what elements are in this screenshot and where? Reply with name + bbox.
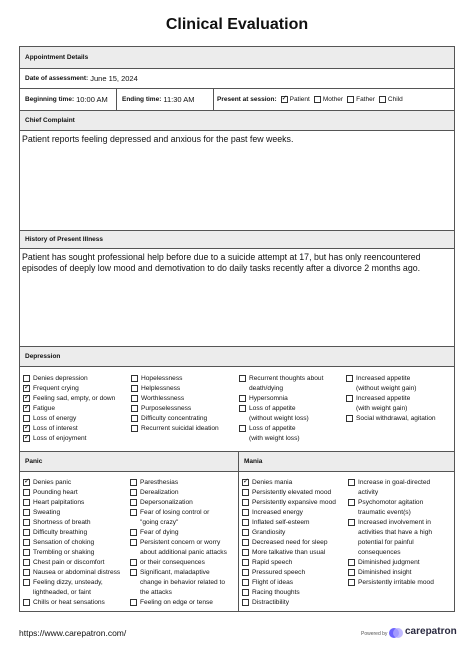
depression-option-label: Hopelessness xyxy=(141,374,183,382)
mania-option-checkbox[interactable] xyxy=(242,499,249,506)
panic-option-item[interactable] xyxy=(23,537,120,547)
panic-option-label: Feeling on edge or tense xyxy=(140,598,213,606)
panic-option-label: Sweating xyxy=(33,508,61,516)
depression-option-checkbox[interactable] xyxy=(23,375,30,382)
mania-option-checkbox[interactable] xyxy=(242,549,249,556)
depression-option-label: Loss of appetite xyxy=(249,424,296,432)
mania-option-item[interactable] xyxy=(242,497,336,507)
date-row xyxy=(20,69,454,89)
panic-option-checkbox[interactable] xyxy=(23,569,30,576)
panic-option-checkbox[interactable] xyxy=(23,519,30,526)
mania-option-label: Increased involvement in xyxy=(358,518,431,526)
panic-option-item[interactable] xyxy=(23,497,120,507)
depression-option-label: death/dying xyxy=(249,384,284,392)
mania-option-label: potential for painful xyxy=(358,538,414,546)
mania-option-checkbox[interactable] xyxy=(242,519,249,526)
carepatron-link[interactable]: https://www.carepatron.com/ xyxy=(19,628,127,638)
depression-option-item[interactable] xyxy=(131,413,219,423)
depression-option-checkbox[interactable] xyxy=(239,405,246,412)
depression-option-checkbox[interactable] xyxy=(131,395,138,402)
panic-option-checkbox[interactable] xyxy=(130,509,137,516)
mania-option-item[interactable] xyxy=(242,567,336,577)
panic-option-item[interactable] xyxy=(23,547,120,557)
panic-option-label: or their consequences xyxy=(140,558,205,566)
beginning-time-label: Beginning time: xyxy=(25,96,75,103)
depression-option-checkbox[interactable] xyxy=(346,375,353,382)
depression-option-item[interactable] xyxy=(346,393,436,403)
panic-option-checkbox[interactable] xyxy=(23,599,30,606)
mania-option-checkbox[interactable] xyxy=(242,479,249,486)
panic-option-label: Difficulty breathing xyxy=(33,528,88,536)
mania-option-item[interactable] xyxy=(348,497,434,507)
panic-option-checkbox[interactable] xyxy=(130,529,137,536)
depression-option-item[interactable] xyxy=(23,383,115,393)
mania-option-checkbox[interactable] xyxy=(242,589,249,596)
depression-option-item xyxy=(239,383,323,393)
mania-option-item[interactable] xyxy=(348,567,434,577)
history-present-illness-header: History of Present Illness xyxy=(20,231,454,249)
panic-option-label: Fear of dying xyxy=(140,528,179,536)
panic-option-item[interactable] xyxy=(23,557,120,567)
panic-option-label: Significant, maladaptive xyxy=(140,568,210,576)
depression-option-label: Loss of energy xyxy=(33,414,77,422)
depression-option-label: Recurrent thoughts about xyxy=(249,374,324,382)
present-label: Present at session: xyxy=(217,96,277,103)
mania-option-checkbox[interactable] xyxy=(348,569,355,576)
mania-option-label: Distractibility xyxy=(252,598,290,606)
depression-option-label: Difficulty concentrating xyxy=(141,414,208,422)
panic-option-label: lightheaded, or faint xyxy=(33,588,91,596)
panic-option-label: Chest pain or discomfort xyxy=(33,558,105,566)
mania-option-label: Grandiosity xyxy=(252,528,286,536)
panic-option-item xyxy=(130,587,227,597)
panic-option-item[interactable] xyxy=(23,517,120,527)
mania-option-label: activities that have a high xyxy=(358,528,433,536)
panic-option-item[interactable] xyxy=(130,557,227,567)
depression-option-checkbox[interactable] xyxy=(239,375,246,382)
panic-option-label: Pounding heart xyxy=(33,488,78,496)
depression-option-item[interactable] xyxy=(239,393,323,403)
mania-option-item xyxy=(348,487,434,497)
depression-option-item[interactable] xyxy=(23,393,115,403)
panic-option-label: Denies panic xyxy=(33,478,72,486)
powered-by-label: Powered by xyxy=(361,631,388,637)
mania-option-checkbox[interactable] xyxy=(242,509,249,516)
panic-option-item[interactable] xyxy=(130,507,227,517)
depression-option-label: Frequent crying xyxy=(33,384,79,392)
panic-option-checkbox[interactable] xyxy=(130,599,137,606)
mania-option-label: activity xyxy=(358,488,379,496)
panic-option-checkbox[interactable] xyxy=(23,489,30,496)
appointment-details-header: Appointment Details xyxy=(20,47,454,69)
mania-option-label: Persistently elevated mood xyxy=(252,488,332,496)
present-father-label: Father xyxy=(356,96,375,103)
depression-option-label: Purposelessness xyxy=(141,404,192,412)
panic-option-label: Sensation of choking xyxy=(33,538,95,546)
panic-option-item[interactable] xyxy=(23,477,120,487)
panic-option-item xyxy=(130,517,227,527)
panic-option-label: Feeling dizzy, unsteady, xyxy=(33,578,103,586)
panic-option-item[interactable] xyxy=(23,527,120,537)
panic-option-checkbox[interactable] xyxy=(130,499,137,506)
mania-option-label: Increase in goal-directed xyxy=(358,478,431,486)
depression-option-item[interactable] xyxy=(346,373,436,383)
mania-option-label: Inflated self-esteem xyxy=(252,518,310,526)
present-child-checkbox[interactable] xyxy=(379,96,386,103)
mania-option-item[interactable] xyxy=(242,487,336,497)
present-mother-checkbox[interactable] xyxy=(314,96,321,103)
panic-option-item[interactable] xyxy=(23,507,120,517)
panic-option-item[interactable] xyxy=(130,487,227,497)
depression-option-label: Loss of interest xyxy=(33,424,78,432)
panic-option-item[interactable] xyxy=(130,477,227,487)
panic-option-item[interactable] xyxy=(130,497,227,507)
mania-option-checkbox[interactable] xyxy=(242,539,249,546)
panic-option-label: change in behavior related to xyxy=(140,578,226,586)
mania-option-checkbox[interactable] xyxy=(242,599,249,606)
panic-option-checkbox[interactable] xyxy=(23,549,30,556)
mania-option-label: Decreased need for sleep xyxy=(252,538,328,546)
mania-option-item xyxy=(348,527,434,537)
panic-option-checkbox[interactable] xyxy=(23,509,30,516)
depression-option-checkbox[interactable] xyxy=(131,415,138,422)
mania-option-checkbox[interactable] xyxy=(242,569,249,576)
panic-option-checkbox[interactable] xyxy=(23,559,30,566)
panic-option-label: Derealization xyxy=(140,488,179,496)
mania-option-item[interactable] xyxy=(348,577,434,587)
mania-option-checkbox[interactable] xyxy=(242,559,249,566)
mania-option-label: Persistently expansive mood xyxy=(252,498,336,506)
mania-option-item[interactable] xyxy=(242,547,336,557)
depression-option-checkbox[interactable] xyxy=(23,395,30,402)
beginning-time-field[interactable]: 10:00 AM xyxy=(76,95,108,104)
panic-header: Panic xyxy=(20,452,238,472)
depression-option-checkbox[interactable] xyxy=(23,385,30,392)
panic-option-label: Persistent concern or worry xyxy=(140,538,221,546)
panic-option-label: the attacks xyxy=(140,588,172,596)
depression-option-label: (with weight gain) xyxy=(356,404,408,412)
depression-option-item[interactable] xyxy=(239,403,323,413)
depression-option-label: (without weight gain) xyxy=(356,384,417,392)
panic-option-item[interactable] xyxy=(130,527,227,537)
depression-option-label: Feeling sad, empty, or down xyxy=(33,394,116,402)
depression-option-item[interactable] xyxy=(131,373,219,383)
panic-option-label: Nausea or abdominal distress xyxy=(33,568,121,576)
mania-option-label: Diminished insight xyxy=(358,568,412,576)
mania-option-checkbox[interactable] xyxy=(348,579,355,586)
depression-option-checkbox[interactable] xyxy=(23,415,30,422)
panic-option-checkbox[interactable] xyxy=(23,499,30,506)
mania-option-item[interactable] xyxy=(242,587,336,597)
mania-option-label: More talkative than usual xyxy=(252,548,326,556)
mania-option-item xyxy=(348,547,434,557)
mania-option-item xyxy=(348,537,434,547)
mania-option-checkbox[interactable] xyxy=(242,579,249,586)
present-father-checkbox[interactable] xyxy=(347,96,354,103)
mania-option-checkbox[interactable] xyxy=(348,559,355,566)
panic-option-label: Shortness of breath xyxy=(33,518,91,526)
panic-option-checkbox[interactable] xyxy=(23,479,30,486)
depression-option-label: Helplessness xyxy=(141,384,181,392)
ending-time-label: Ending time: xyxy=(122,96,162,103)
chief-complaint-header: Chief Complaint xyxy=(20,111,454,131)
panic-option-item[interactable] xyxy=(23,487,120,497)
mania-option-item[interactable] xyxy=(242,477,336,487)
depression-option-checkbox[interactable] xyxy=(131,425,138,432)
ending-time-field[interactable]: 11:30 AM xyxy=(163,95,195,104)
mania-option-label: Persistently irritable mood xyxy=(358,578,434,586)
panic-option-label: Heart palpitations xyxy=(33,498,85,506)
depression-option-label: Hypersomnia xyxy=(249,394,288,402)
panic-option-item[interactable] xyxy=(130,537,227,547)
depression-option-item xyxy=(239,433,323,443)
depression-option-label: Loss of appetite xyxy=(249,404,296,412)
depression-option-item xyxy=(346,403,436,413)
depression-option-label: Social withdrawal, agitation xyxy=(356,414,436,422)
depression-option-item[interactable] xyxy=(23,423,115,433)
depression-option-item[interactable] xyxy=(23,433,115,443)
depression-option-label: Increased appetite xyxy=(356,374,411,382)
depression-option-checkbox[interactable] xyxy=(131,405,138,412)
mania-option-item[interactable] xyxy=(348,517,434,527)
panic-option-label: Trembling or shaking xyxy=(33,548,95,556)
mania-header: Mania xyxy=(239,452,454,472)
depression-option-item xyxy=(239,413,323,423)
panic-option-item[interactable] xyxy=(23,567,120,577)
mania-option-item[interactable] xyxy=(348,557,434,567)
panic-option-item[interactable] xyxy=(130,597,227,607)
mania-option-item[interactable] xyxy=(242,537,336,547)
mania-option-label: Flight of ideas xyxy=(252,578,294,586)
mania-option-item[interactable] xyxy=(242,577,336,587)
mania-option-label: Pressured speech xyxy=(252,568,306,576)
depression-option-checkbox[interactable] xyxy=(23,435,30,442)
present-mother-label: Mother xyxy=(322,96,344,103)
mania-option-label: consequences xyxy=(358,548,401,556)
evaluation-form xyxy=(19,46,455,612)
depression-option-item[interactable] xyxy=(131,393,219,403)
panic-option-item xyxy=(23,587,120,597)
mania-option-checkbox[interactable] xyxy=(242,489,249,496)
carepatron-logo-icon xyxy=(389,627,403,639)
chief-complaint-field[interactable]: Patient reports feeling depressed and anxious for the past few weeks. xyxy=(20,131,454,231)
depression-option-label: Increased appetite xyxy=(356,394,411,402)
depression-option-label: (without weight loss) xyxy=(249,414,309,422)
depression-option-item[interactable] xyxy=(131,383,219,393)
mania-option-checkbox[interactable] xyxy=(242,529,249,536)
depression-option-label: Denies depression xyxy=(33,374,88,382)
panic-option-label: "going crazy" xyxy=(140,518,179,526)
mania-option-label: Psychomotor agitation xyxy=(358,498,424,506)
depression-option-checkbox[interactable] xyxy=(131,385,138,392)
panic-option-checkbox[interactable] xyxy=(130,569,137,576)
panic-option-checkbox[interactable] xyxy=(23,539,30,546)
mania-option-item xyxy=(348,507,434,517)
history-present-illness-field[interactable]: Patient has sought professional help before due to a suicide attempt at 17, but has only reencountered episodes of deeply low mood and demotivation to do daily tasks recently after a divorce 2 months ago. xyxy=(20,249,454,347)
panic-option-checkbox[interactable] xyxy=(23,579,30,586)
depression-option-label: (with weight loss) xyxy=(249,434,300,442)
depression-option-checkbox[interactable] xyxy=(23,425,30,432)
mania-option-label: Racing thoughts xyxy=(252,588,300,596)
present-child-label: Child xyxy=(387,96,403,103)
panic-option-item[interactable] xyxy=(130,567,227,577)
depression-option-label: Loss of enjoyment xyxy=(33,434,87,442)
depression-option-item[interactable] xyxy=(131,403,219,413)
depression-option-checkbox[interactable] xyxy=(346,415,353,422)
depression-option-item[interactable] xyxy=(346,413,436,423)
depression-option-checkbox[interactable] xyxy=(239,395,246,402)
depression-section xyxy=(20,367,454,452)
panic-option-label: Chills or heat sensations xyxy=(33,598,105,606)
depression-option-checkbox[interactable] xyxy=(131,375,138,382)
page-title: Clinical Evaluation xyxy=(165,16,309,33)
depression-option-checkbox[interactable] xyxy=(23,405,30,412)
panic-option-checkbox[interactable] xyxy=(130,539,137,546)
panic-option-checkbox[interactable] xyxy=(130,489,137,496)
panic-option-checkbox[interactable] xyxy=(130,479,137,486)
mania-option-checkbox[interactable] xyxy=(348,479,355,486)
depression-option-item[interactable] xyxy=(23,403,115,413)
depression-option-label: Recurrent suicidal ideation xyxy=(141,424,219,432)
mania-option-item[interactable] xyxy=(242,597,336,607)
panic-option-checkbox[interactable] xyxy=(130,559,137,566)
mania-option-checkbox[interactable] xyxy=(348,499,355,506)
date-label: Date of assessment: xyxy=(25,75,89,82)
mania-option-checkbox[interactable] xyxy=(348,519,355,526)
depression-option-item[interactable] xyxy=(239,373,323,383)
depression-option-item[interactable] xyxy=(131,423,219,433)
depression-option-item[interactable] xyxy=(23,373,115,383)
mania-option-label: traumatic event(s) xyxy=(358,508,411,516)
mania-option-label: Denies mania xyxy=(252,478,293,486)
panic-option-label: about additional panic attacks xyxy=(140,548,227,556)
panic-option-label: Paresthesias xyxy=(140,478,179,486)
depression-option-label: Worthlessness xyxy=(141,394,185,402)
mania-option-item[interactable] xyxy=(348,477,434,487)
mania-option-item[interactable] xyxy=(242,517,336,527)
mania-option-label: Rapid speech xyxy=(252,558,293,566)
present-patient-label: Patient xyxy=(289,96,310,103)
depression-option-item[interactable] xyxy=(23,413,115,423)
panic-option-item[interactable] xyxy=(23,577,120,587)
panic-option-item xyxy=(130,577,227,587)
depression-header: Depression xyxy=(20,347,454,367)
panic-option-item[interactable] xyxy=(23,597,120,607)
depression-option-checkbox[interactable] xyxy=(239,425,246,432)
panic-option-label: Depersonalization xyxy=(140,498,193,506)
mania-option-item[interactable] xyxy=(242,527,336,537)
carepatron-brand: carepatron xyxy=(405,626,457,637)
panic-option-label: Fear of losing control or xyxy=(140,508,210,516)
depression-option-label: Fatigue xyxy=(33,404,55,412)
date-field[interactable]: June 15, 2024 xyxy=(90,74,138,83)
depression-option-checkbox[interactable] xyxy=(346,395,353,402)
mania-option-label: Increased energy xyxy=(252,508,303,516)
time-row xyxy=(20,89,454,111)
depression-option-item[interactable] xyxy=(239,423,323,433)
panic-mania-section xyxy=(20,452,454,611)
present-patient-checkbox[interactable] xyxy=(281,96,288,103)
mania-option-item[interactable] xyxy=(242,507,336,517)
panic-option-item xyxy=(130,547,227,557)
mania-option-label: Diminished judgment xyxy=(358,558,420,566)
panic-option-checkbox[interactable] xyxy=(23,529,30,536)
depression-option-item xyxy=(346,383,436,393)
mania-option-item[interactable] xyxy=(242,557,336,567)
